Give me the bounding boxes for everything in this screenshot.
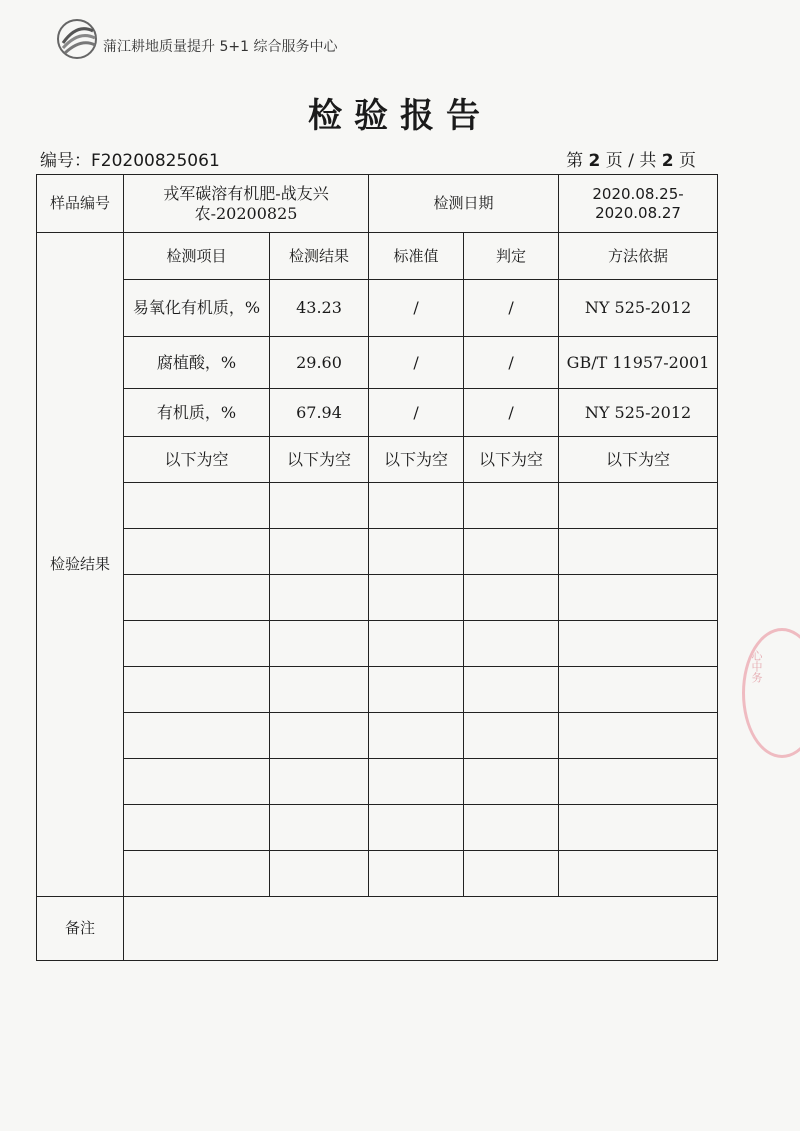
result-judgement: / [464,280,559,337]
results-header-row [37,233,718,280]
sample-id-value: 戎军碳溶有机肥-战友兴农-20200825 [124,175,369,233]
report-table [36,174,718,961]
column-header: 检测项目 [124,233,270,280]
report-number-label: 编号： [40,151,91,171]
table-row [37,280,718,337]
result-judgement: / [464,337,559,389]
empty-row [37,575,718,621]
result-judgement: / [464,389,559,437]
sample-row [37,175,718,233]
test-date-value: 2020.08.25-2020.08.27 [559,175,718,233]
empty-row [37,667,718,713]
remarks-row [37,897,718,961]
empty-row [37,621,718,667]
empty-marker: 以下为空 [559,437,718,483]
empty-row [37,805,718,851]
column-header: 标准值 [369,233,464,280]
empty-marker: 以下为空 [124,437,270,483]
result-value: 43.23 [270,280,369,337]
empty-row [37,759,718,805]
result-method: GB/T 11957-2001 [559,337,718,389]
result-value: 29.60 [270,337,369,389]
report-header [55,14,337,64]
result-method: NY 525-2012 [559,280,718,337]
page-prefix: 第 [566,151,584,171]
result-standard: / [369,280,464,337]
table-row [37,337,718,389]
result-method: NY 525-2012 [559,389,718,437]
empty-row [37,713,718,759]
table-row [37,389,718,437]
organization-logo [55,17,99,61]
empty-row [37,529,718,575]
empty-marker: 以下为空 [270,437,369,483]
empty-row [37,483,718,529]
result-standard: / [369,337,464,389]
result-item: 腐植酸，% [124,337,270,389]
test-date-label: 检测日期 [369,175,559,233]
table-row [37,437,718,483]
empty-marker: 以下为空 [464,437,559,483]
page-total: 2 [661,151,674,171]
results-section-label: 检验结果 [37,233,124,897]
column-header: 检测结果 [270,233,369,280]
remarks-label: 备注 [37,897,124,961]
column-header: 方法依据 [559,233,718,280]
result-item: 易氧化有机质，% [124,280,270,337]
page-suffix: 页 [679,151,696,171]
empty-marker: 以下为空 [369,437,464,483]
seal-text: 心中务 [750,650,763,683]
column-header: 判定 [464,233,559,280]
organization-name: 蒲江耕地质量提升 5+1 综合服务中心 [103,39,338,55]
page-current: 2 [588,151,601,171]
result-value: 67.94 [270,389,369,437]
sample-id-label: 样品编号 [37,175,124,233]
page-mid: 页 / 共 [605,151,657,171]
remarks-value [124,897,718,961]
result-standard: / [369,389,464,437]
page-indicator [566,146,696,171]
page-title: 检验报告 [308,96,492,136]
report-number [40,146,220,171]
official-seal [742,628,800,758]
report-number-value: F20200825061 [91,151,220,171]
empty-row [37,851,718,897]
result-item: 有机质，% [124,389,270,437]
